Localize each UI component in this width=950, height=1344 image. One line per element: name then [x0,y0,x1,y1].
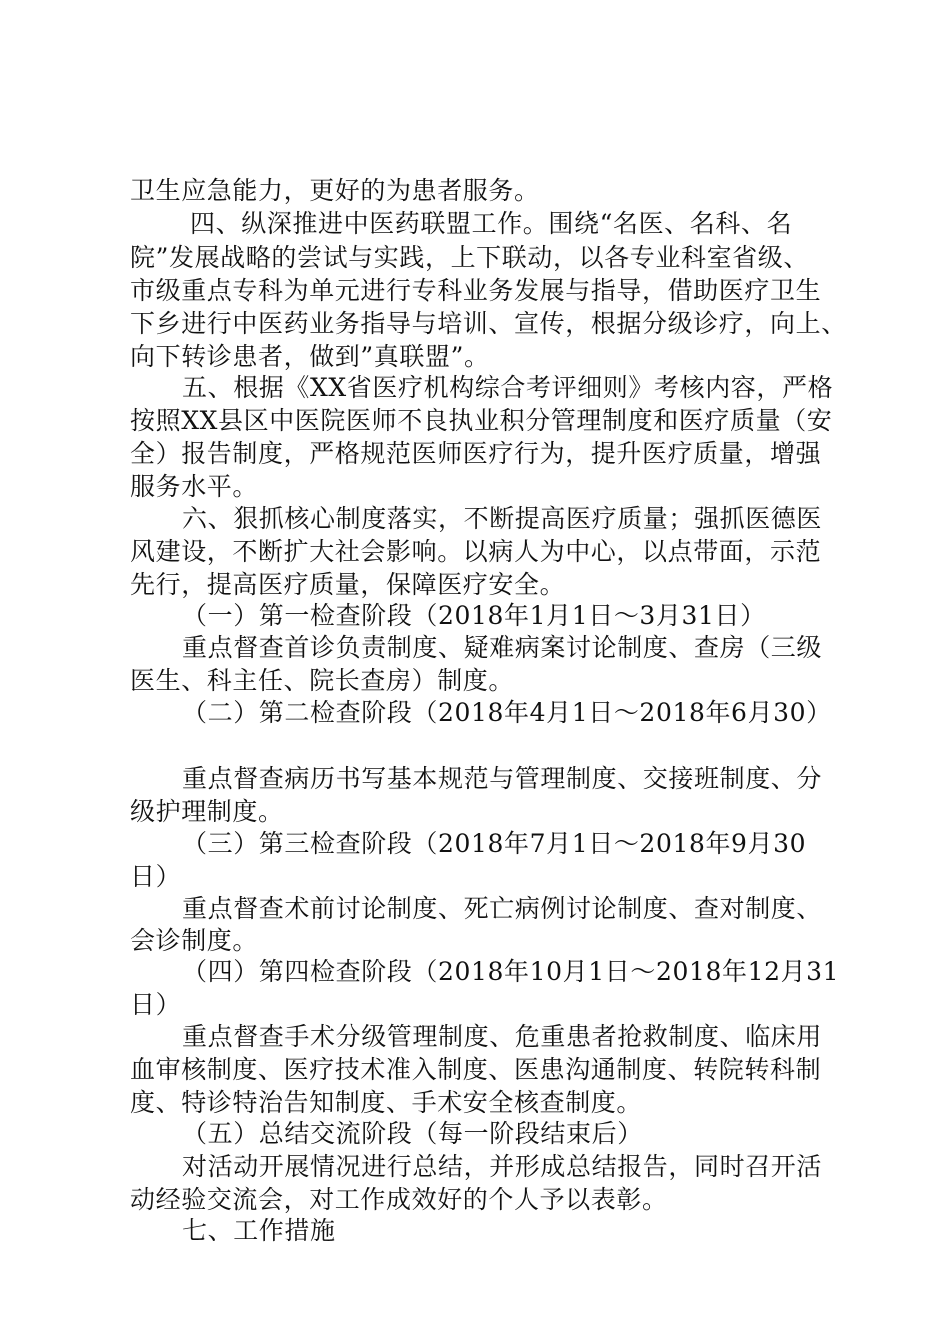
text-line: 日） [130,862,182,891]
text-line: （二）第二检查阶段（2018年4月1日～2018年6月30） [182,698,832,727]
text-line: （三）第三检查阶段（2018年7月1日～2018年9月30 [182,829,807,858]
text-line: 重点督查病历书写基本规范与管理制度、交接班制度、分 [182,764,823,793]
text-line: （五）总结交流阶段（每一阶段结束后） [182,1119,643,1148]
text-line: 六、狠抓核心制度落实，不断提高医疗质量；强抓医德医 [182,504,823,533]
text-line: 重点督查首诊负责制度、疑难病案讨论制度、查房（三级 [182,633,823,662]
text-line: 全）报告制度，严格规范医师医疗行为，提升医疗质量，增强 [130,439,822,468]
text-line: 重点督查手术分级管理制度、危重患者抢救制度、临床用 [182,1022,823,1051]
text-line: 市级重点专科为单元进行专科业务发展与指导，借助医疗卫生 [130,276,822,305]
text-line: 日） [130,990,182,1019]
text-line: 四、纵深推进中医药联盟工作。围绕“名医、名科、名 [190,209,793,238]
text-line: 级护理制度。 [130,797,284,826]
text-line: 风建设，不断扩大社会影响。以病人为中心，以点带面，示范 [130,537,822,566]
text-line: 对活动开展情况进行总结，并形成总结报告，同时召开活 [182,1152,823,1181]
text-line: 血审核制度、医疗技术准入制度、医患沟通制度、转院转科制 [130,1055,822,1084]
text-line: 动经验交流会，对工作成效好的个人予以表彰。 [130,1185,668,1214]
text-line: 五、根据《XX省医疗机构综合考评细则》考核内容，严格 [182,373,834,402]
text-line: 医生、科主任、院长查房）制度。 [130,666,515,695]
text-line: 度、特诊特治告知制度、手术安全核查制度。 [130,1088,643,1117]
text-line: 按照XX县区中医院医师不良执业积分管理制度和医疗质量（安 [130,406,833,435]
text-line: （四）第四检查阶段（2018年10月1日～2018年12月31 [182,957,840,986]
text-line: 服务水平。 [130,472,259,501]
text-line: 会诊制度。 [130,926,259,955]
text-line: 院”发展战略的尝试与实践，上下联动，以各专业科室省级、 [130,243,809,272]
text-line: 重点督查术前讨论制度、死亡病例讨论制度、查对制度、 [182,894,823,923]
text-line: 向下转诊患者，做到”真联盟”。 [130,342,490,371]
text-line: 七、工作措施 [182,1216,336,1245]
text-line: 先行，提高医疗质量，保障医疗安全。 [130,570,566,599]
text-line: 下乡进行中医药业务指导与培训、宣传，根据分级诊疗，向上、 [130,309,847,338]
text-line: （一）第一检查阶段（2018年1月1日～3月31日） [182,601,766,630]
text-line: 卫生应急能力，更好的为患者服务。 [130,176,540,205]
